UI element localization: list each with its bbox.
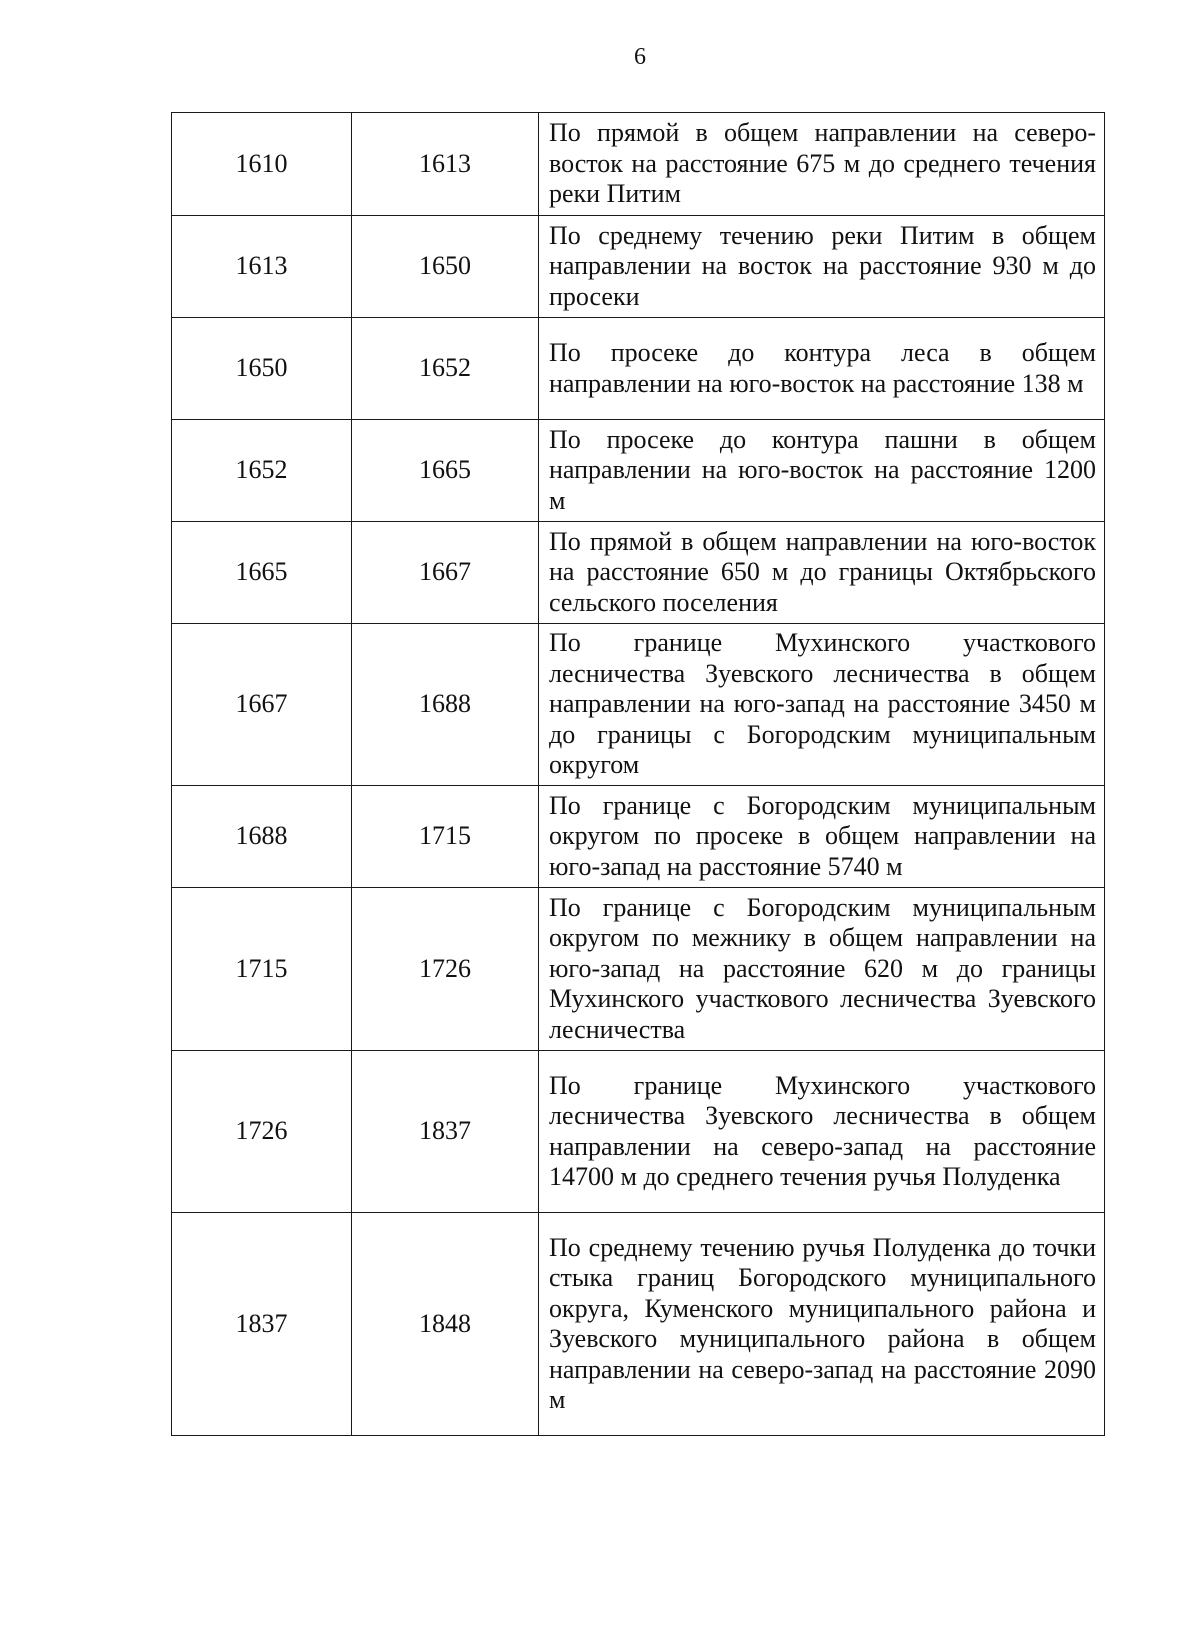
description-cell: По границе с Богородским муниципальным округом по межнику в общем направлении на юго-запад на расстояние 620 м до границы Мухинского участкового лесничества Зуевского лесничества [539, 888, 1105, 1051]
table-row [172, 888, 1105, 1051]
to-point-cell: 1650 [352, 216, 539, 318]
to-point-cell: 1726 [352, 888, 539, 1051]
from-point-cell: 1665 [172, 522, 352, 624]
description-cell: По прямой в общем направлении на северо-восток на расстояние 675 м до среднего течения реки Питим [539, 113, 1105, 216]
description-cell: По границе с Богородским муниципальным округом по просеке в общем направлении на юго-запад на расстояние 5740 м [539, 786, 1105, 888]
from-point-cell: 1837 [172, 1213, 352, 1436]
description-cell: По среднему течению реки Питим в общем направлении на восток на расстояние 930 м до просеки [539, 216, 1105, 318]
to-point-cell: 1848 [352, 1213, 539, 1436]
boundary-table [171, 112, 1105, 1436]
from-point-cell: 1726 [172, 1051, 352, 1213]
table-row [172, 522, 1105, 624]
from-point-cell: 1652 [172, 420, 352, 522]
description-cell: По просеке до контура пашни в общем направлении на юго-восток на расстояние 1200 м [539, 420, 1105, 522]
table-row [172, 318, 1105, 420]
table-row [172, 786, 1105, 888]
from-point-cell: 1667 [172, 624, 352, 786]
to-point-cell: 1688 [352, 624, 539, 786]
to-point-cell: 1667 [352, 522, 539, 624]
table-row [172, 624, 1105, 786]
page-number: 6 [634, 44, 646, 70]
table-row [172, 1051, 1105, 1213]
table-row [172, 1213, 1105, 1436]
description-cell: По просеке до контура леса в общем направлении на юго-восток на расстояние 138 м [539, 318, 1105, 420]
description-cell: По границе Мухинского участкового лесничества Зуевского лесничества в общем направлении на северо-запад на расстояние 14700 м до среднего течения ручья Полуденка [539, 1051, 1105, 1213]
to-point-cell: 1715 [352, 786, 539, 888]
from-point-cell: 1613 [172, 216, 352, 318]
description-cell: По прямой в общем направлении на юго-восток на расстояние 650 м до границы Октябрьского сельского поселения [539, 522, 1105, 624]
description-cell: По границе Мухинского участкового лесничества Зуевского лесничества в общем направлении на юго-запад на расстояние 3450 м до границы с Богородским муниципальным округом [539, 624, 1105, 786]
description-cell: По среднему течению ручья Полуденка до точки стыка границ Богородского муниципального округа, Куменского муниципального района и Зуевского муниципального района в общем направлении на северо-запад на расстояние 2090 м [539, 1213, 1105, 1436]
from-point-cell: 1715 [172, 888, 352, 1051]
table-row [172, 420, 1105, 522]
to-point-cell: 1613 [352, 113, 539, 216]
from-point-cell: 1688 [172, 786, 352, 888]
to-point-cell: 1652 [352, 318, 539, 420]
from-point-cell: 1610 [172, 113, 352, 216]
from-point-cell: 1650 [172, 318, 352, 420]
table-row [172, 113, 1105, 216]
to-point-cell: 1837 [352, 1051, 539, 1213]
table-row [172, 216, 1105, 318]
to-point-cell: 1665 [352, 420, 539, 522]
